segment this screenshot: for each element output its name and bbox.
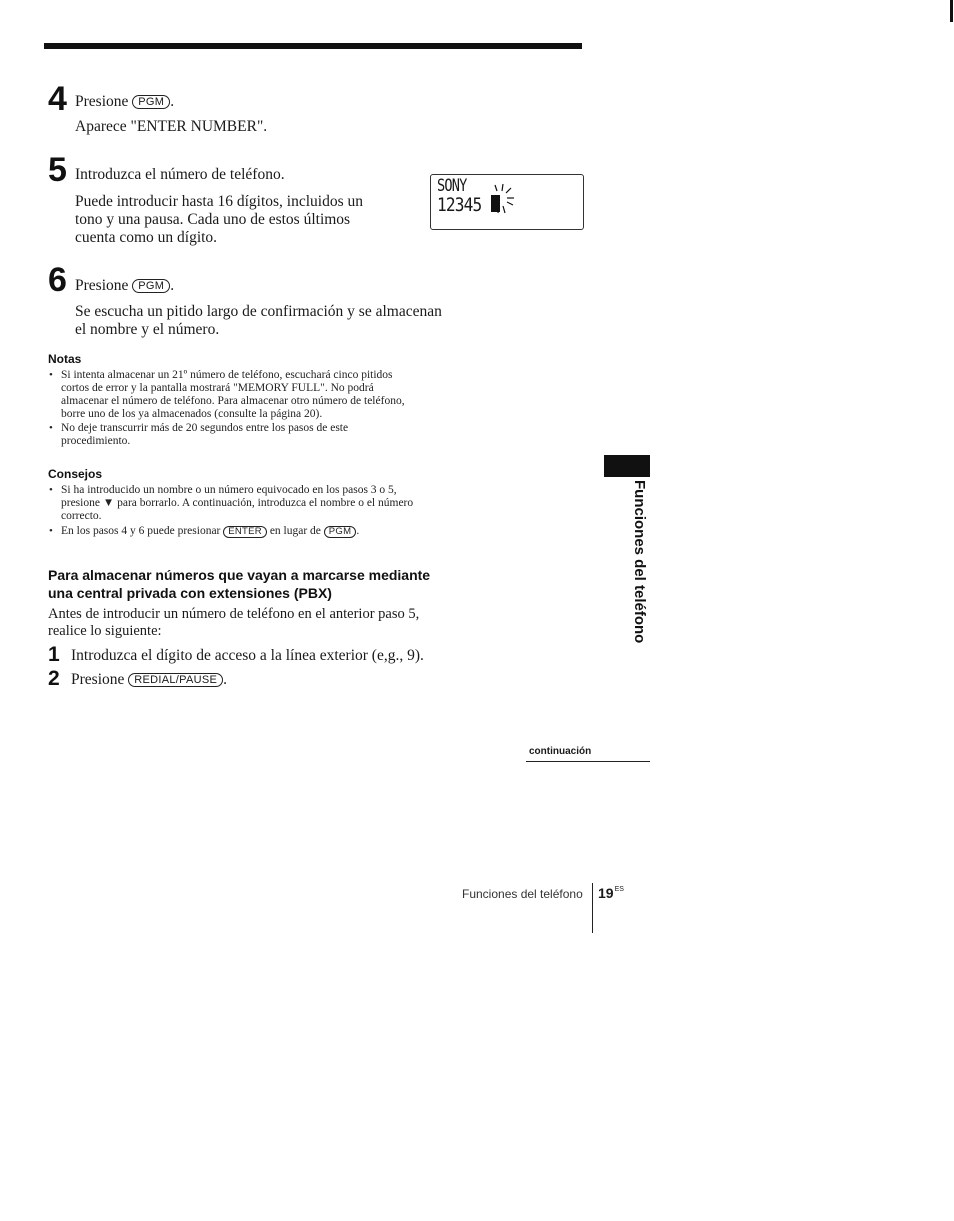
pbx-heading-line-1: Para almacenar números que vayan a marcarse mediante — [48, 567, 431, 583]
pgm-key: PGM — [324, 526, 357, 538]
pbx-step-2-text — [71, 670, 227, 689]
page-number — [598, 885, 624, 901]
note-2-line-1: • No deje transcurrir más de 20 segundos entre los pasos de este — [61, 422, 349, 434]
tip-item — [47, 484, 497, 523]
note-1-line-4: borre uno de los ya almacenados (consulte la página 20). — [61, 408, 323, 420]
pbx-section-heading — [48, 566, 508, 602]
step-5-detail-1: Puede introducir hasta 16 dígitos, incluidos un — [75, 193, 364, 210]
tips-list — [47, 484, 497, 539]
step-5-detail-3: cuenta como un dígito. — [75, 229, 218, 246]
pbx-intro-line-2: realice lo siguiente: — [48, 623, 162, 639]
continued-label: continuación — [529, 746, 592, 757]
step-4-number: 4 — [48, 80, 67, 118]
tip-2-pre: En los pasos 4 y 6 puede presionar — [61, 525, 221, 537]
lcd-digits: 12345 — [437, 194, 482, 216]
notes-heading: Notas — [48, 352, 82, 366]
footer-section-title: Funciones del teléfono — [462, 887, 583, 901]
pbx-intro — [48, 606, 419, 640]
notes-list — [47, 369, 497, 449]
note-item — [47, 422, 497, 448]
tip-1-post: para borrarlo. A continuación, introduzca el nombre o el número — [117, 497, 414, 509]
lcd-brand: SONY — [437, 176, 467, 196]
step-5-instruction: Introduzca el número de teléfono. — [75, 166, 285, 183]
page-number-value: 19 — [598, 885, 614, 901]
redial-pause-key: REDIAL/PAUSE — [128, 673, 223, 687]
enter-key: ENTER — [223, 526, 267, 538]
tip-item — [47, 525, 497, 538]
edge-mark — [950, 0, 953, 22]
pbx-step-2-suffix: . — [223, 671, 228, 688]
step-6-suffix: . — [170, 277, 175, 294]
pbx-heading-line-2: una central privada con extensiones (PBX) — [48, 585, 332, 601]
page-language-suffix: ES — [614, 886, 624, 893]
pbx-intro-line-1: Antes de introducir un número de teléfono en el anterior paso 5, — [48, 606, 420, 622]
note-2-line-2: procedimiento. — [61, 435, 131, 447]
pgm-key: PGM — [132, 95, 170, 109]
step-4-prefix: Presione — [75, 93, 129, 110]
side-tab-label: Funciones del teléfono — [631, 480, 648, 644]
step-4-suffix: . — [170, 93, 175, 110]
down-arrow-icon: ▼ — [102, 497, 115, 509]
note-1-line-2: cortos de error y la pantalla mostrará "MEMORY FULL". No podrá — [61, 382, 374, 394]
tip-1-line-3: correcto. — [61, 510, 102, 522]
continued-rule — [526, 761, 650, 762]
blink-rays-icon — [483, 181, 517, 217]
tip-1-line-2 — [61, 497, 497, 510]
note-item — [47, 369, 497, 421]
tip-2-end: . — [356, 525, 360, 537]
tip-1-pre: presione — [61, 497, 100, 509]
top-rule — [44, 43, 582, 49]
step-6-instruction — [75, 276, 174, 295]
step-6-result-1: Se escucha un pitido largo de confirmación y se almacenan — [75, 303, 442, 320]
step-4-result: Aparece "ENTER NUMBER". — [75, 118, 268, 135]
step-5-detail-2: tono y una pausa. Cada uno de estos últimos — [75, 211, 351, 228]
pbx-step-2-prefix: Presione — [71, 671, 125, 688]
pbx-step-1-text: Introduzca el dígito de acceso a la línea exterior (e,g., 9). — [71, 647, 424, 664]
tip-1-line-1: • Si ha introducido un nombre o un número equivocado en los pasos 3 o 5, — [61, 484, 397, 496]
step-6-result-2: el nombre y el número. — [75, 321, 220, 338]
step-6-prefix: Presione — [75, 277, 129, 294]
step-5-number: 5 — [48, 151, 67, 189]
pbx-step-2-number: 2 — [48, 667, 60, 690]
pgm-key: PGM — [132, 279, 170, 293]
lcd-display-illustration — [430, 174, 584, 230]
note-1-line-3: almacenar el número de teléfono. Para almacenar otro número de teléfono, — [61, 395, 405, 407]
tip-2-mid: en lugar de — [269, 525, 321, 537]
side-tab-marker — [604, 455, 650, 477]
step-4-instruction — [75, 92, 174, 111]
tips-heading: Consejos — [48, 467, 103, 481]
pbx-step-1-number: 1 — [48, 643, 60, 666]
footer-divider — [592, 883, 593, 933]
step-6-number: 6 — [48, 261, 67, 299]
note-1-line-1: • Si intenta almacenar un 21º número de teléfono, escuchará cinco pitidos — [61, 369, 393, 381]
